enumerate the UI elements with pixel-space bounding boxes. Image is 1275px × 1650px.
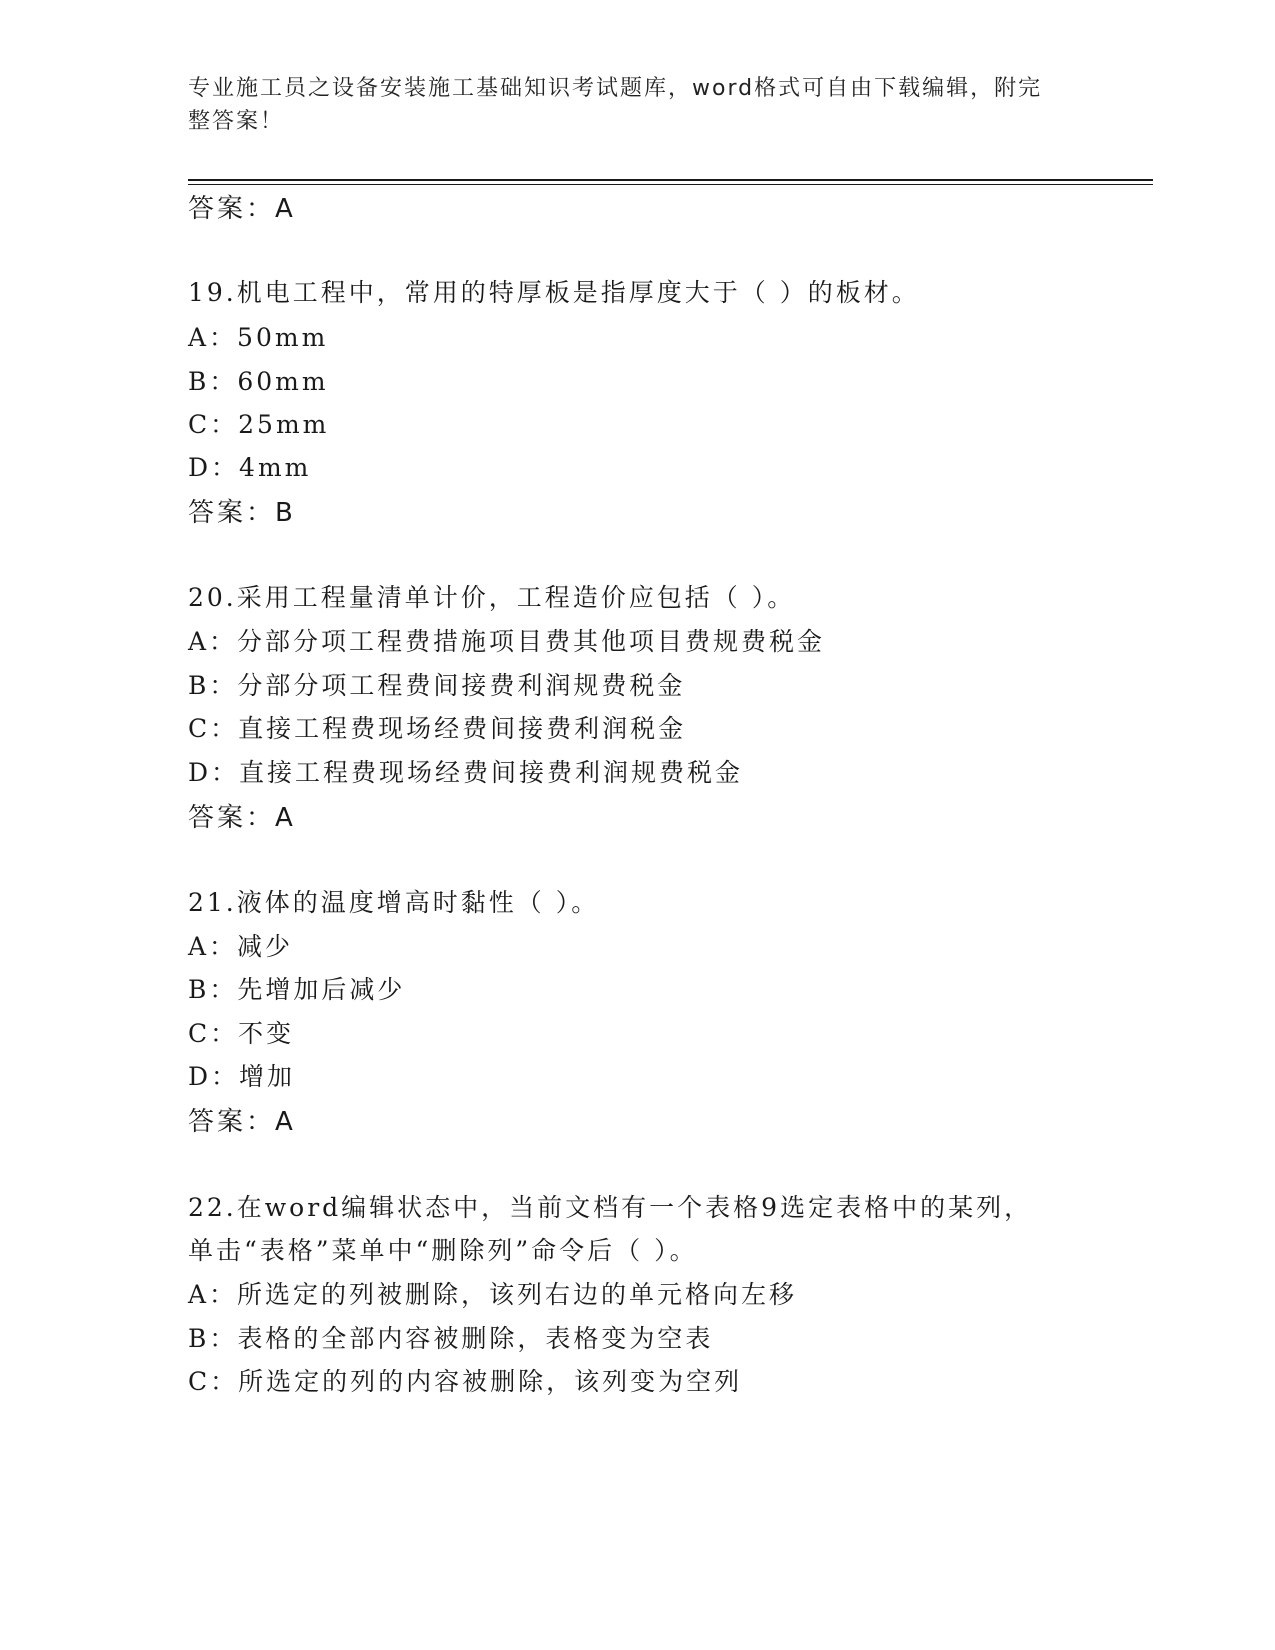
header-divider-thick (188, 179, 1153, 181)
option-a: A：减少 (188, 932, 294, 961)
header-line-1: 专业施工员之设备安装施工基础知识考试题库，word格式可自由下载编辑，附完 (188, 76, 1043, 101)
question-stem: 21.液体的温度增高时黏性（ ）。 (188, 888, 600, 917)
header-divider-thin (188, 184, 1153, 185)
document-header (188, 72, 1068, 138)
option-d: D：增加 (188, 1062, 296, 1091)
question-stem: 19.机电工程中，常用的特厚板是指厚度大于（ ）的板材。 (188, 278, 920, 307)
answer-line: 答案：A (188, 1107, 296, 1137)
option-a: A：50mm (188, 323, 329, 352)
header-line-2: 整答案！ (188, 109, 285, 134)
option-c: C：不变 (188, 1019, 295, 1048)
option-c: C：直接工程费现场经费间接费利润税金 (188, 714, 687, 743)
option-c: C：25mm (188, 410, 330, 439)
answer-line: 答案：A (188, 803, 296, 833)
question-stem: 20.采用工程量清单计价，工程造价应包括（ ）。 (188, 583, 796, 612)
question-stem-line-2: 单击“表格”菜单中“删除列”命令后（ ）。 (188, 1236, 698, 1265)
answer-line: 答案：A (188, 194, 296, 224)
option-b: B：分部分项工程费间接费利润规费税金 (188, 671, 686, 700)
option-b: B：表格的全部内容被删除，表格变为空表 (188, 1324, 714, 1353)
option-b: B：60mm (188, 367, 329, 396)
answer-line: 答案：B (188, 498, 296, 528)
option-d: D：直接工程费现场经费间接费利润规费税金 (188, 758, 744, 787)
option-a: A：分部分项工程费措施项目费其他项目费规费税金 (188, 627, 826, 656)
option-d: D：4mm (188, 453, 312, 482)
question-stem-line-1: 22.在word编辑状态中，当前文档有一个表格9选定表格中的某列， (188, 1193, 1033, 1222)
option-b: B：先增加后减少 (188, 975, 406, 1004)
option-a: A：所选定的列被删除，该列右边的单元格向左移 (188, 1280, 798, 1309)
option-c: C：所选定的列的内容被删除，该列变为空列 (188, 1367, 743, 1396)
